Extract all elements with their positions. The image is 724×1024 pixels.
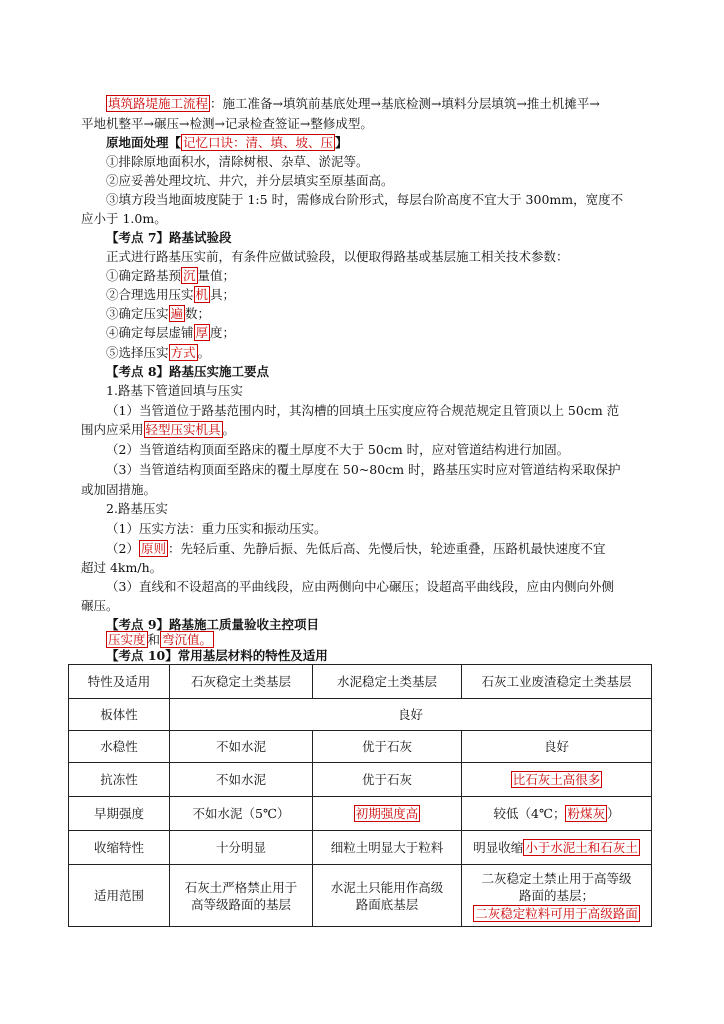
point8-title: 【考点 8】路基压实施工要点	[106, 364, 270, 379]
point7-item-5-post: 。	[197, 345, 211, 360]
row-label: 板体性	[69, 699, 170, 731]
table-cell: 良好	[462, 731, 652, 763]
flow-line-2: 平地机整平→碾压→检测→记录检查签证→整修成型。	[81, 116, 373, 131]
table-cell: 优于石灰	[313, 731, 462, 763]
header-cell: 石灰稳定土类基层	[170, 665, 313, 699]
table-header-row	[69, 665, 652, 699]
point9-title: 【考点 9】路基施工质量验收主控项目	[106, 617, 320, 632]
table-cell: 不如水泥	[170, 731, 313, 763]
shrink-key: 小于水泥土和石灰土	[525, 840, 638, 855]
frost-key: 比石灰土高很多	[512, 772, 601, 787]
point7-item-2	[106, 286, 235, 304]
table-cell: 不如水泥（5℃）	[170, 797, 313, 831]
base-item-2: ②应妥善处理坟坑、井穴，并分层填实至原基面高。	[106, 173, 394, 188]
point7-item-4	[106, 324, 235, 342]
point9-key2: 弯沉值。	[162, 632, 213, 647]
table-cell: 石灰土严格禁止用于高等级路面的基层	[170, 865, 313, 927]
row-label: 收缩特性	[69, 831, 170, 865]
point8-q2-pre: （2）	[106, 541, 139, 556]
table-cell	[462, 797, 652, 831]
point7-item-3-key: 遍	[170, 306, 184, 321]
point7-item-4-pre: ④确定每层虚铺	[106, 325, 194, 340]
row-label: 水稳性	[69, 731, 170, 763]
flow-label-box: 填筑路堤施工流程	[108, 96, 209, 111]
point8-p2: （2）当管道结构顶面至路床的覆土厚度不大于 50cm 时，应对管道结构进行加固。	[106, 442, 570, 457]
base-treatment-heading	[106, 134, 348, 152]
flow-line-1	[106, 95, 600, 113]
table-row	[69, 699, 652, 731]
base-treatment-title: 原地面处理【	[106, 135, 182, 150]
point8-p1-key: 轻型压实机具	[145, 422, 221, 437]
point7-title: 【考点 7】路基试验段	[106, 230, 232, 245]
table-row	[69, 797, 652, 831]
table-cell: 水泥土只能用作高级路面底基层	[313, 865, 462, 927]
base-material-table	[68, 664, 652, 927]
mnemonic-box: 记忆口诀：清、填、坡、压	[183, 135, 334, 150]
point7-item-1-key: 沉	[183, 268, 196, 283]
point8-p1-line2	[81, 421, 235, 439]
header-cell: 特性及适用	[69, 665, 170, 699]
table-cell: 细粒土明显大于粒料	[313, 831, 462, 865]
point8-sub1: 1.路基下管道回填与压实	[106, 383, 243, 398]
point8-p3-line2: 或加固措施。	[81, 482, 157, 497]
use-c3-text: 二灰稳定土禁止用于高等级路面的基层；	[481, 870, 632, 903]
early-strength-key: 初期强度高	[355, 806, 419, 821]
flow-text: ：施工准备→填筑前基底处理→基底检测→填料分层填筑→推土机摊平→	[210, 96, 600, 111]
point7-item-3-pre: ③确定压实	[106, 306, 169, 321]
point7-item-2-key: 机	[195, 287, 209, 302]
table-cell: 良好	[170, 699, 652, 731]
point8-p1-pre: 围内应采用	[81, 422, 144, 437]
point7-item-4-post: 度；	[210, 325, 236, 340]
table-cell: 不如水泥	[170, 763, 313, 797]
point7-item-1-post: 量值；	[197, 268, 236, 283]
point10-title: 【考点 10】常用基层材料的特性及适用	[106, 648, 328, 663]
point8-q2-line1	[106, 540, 605, 558]
table-cell: 优于石灰	[313, 763, 462, 797]
table-row	[69, 763, 652, 797]
point7-item-5	[106, 344, 210, 362]
early-c3-pre: 较低（4℃；	[493, 806, 566, 821]
row-label: 早期强度	[69, 797, 170, 831]
row-label: 抗冻性	[69, 763, 170, 797]
point7-item-1-pre: ①确定路基预	[106, 268, 182, 283]
base-treatment-close: 】	[335, 135, 348, 150]
point8-q2-line2: 超过 4km/h。	[81, 560, 163, 575]
row-label: 适用范围	[69, 865, 170, 927]
point7-item-1	[106, 267, 235, 285]
point8-q2-key: 原则	[140, 541, 166, 556]
table-row	[69, 731, 652, 763]
point7-item-5-pre: ⑤选择压实	[106, 345, 169, 360]
header-cell: 水泥稳定土类基层	[313, 665, 462, 699]
table-cell: 十分明显	[170, 831, 313, 865]
point8-p1-post: 。	[222, 422, 236, 437]
point7-item-3	[106, 305, 210, 323]
table-cell	[313, 797, 462, 831]
point9-key1: 压实度	[108, 632, 146, 647]
flyash-key: 粉煤灰	[567, 806, 605, 821]
point8-q3-line2: 碾压。	[81, 598, 119, 613]
point7-item-2-post: 具；	[210, 287, 236, 302]
table-row	[69, 831, 652, 865]
base-item-1: ①排除原地面积水，清除树根、杂草、淤泥等。	[106, 154, 369, 169]
point7-item-5-key: 方式	[170, 345, 196, 360]
table-cell	[462, 763, 652, 797]
use-c3-key: 二灰稳定粒料可用于高级路面	[475, 905, 638, 921]
shrink-c3-pre: 明显收缩	[473, 840, 524, 855]
base-item-3: ③填方段当地面坡度陡于 1:5 时，需修成台阶形式，每层台阶高度不宜大于 300mm，宽度不	[106, 192, 624, 207]
header-cell: 石灰工业废渣稳定土类基层	[462, 665, 652, 699]
point8-p3-line1: （3）当管道结构顶面至路床的覆土厚度在 50~80cm 时，路基压实时应对管道结构采取保护	[106, 462, 621, 477]
table-cell	[462, 831, 652, 865]
point8-q1: （1）压实方法：重力压实和振动压实。	[106, 521, 327, 536]
point8-sub2: 2.路基压实	[106, 501, 168, 516]
point9-mid: 和	[147, 632, 161, 647]
point7-item-2-pre: ②合理选用压实	[106, 287, 194, 302]
point8-q2-post: ：先轻后重、先静后振、先低后高、先慢后快，轮迹重叠，压路机最快速度不宜	[167, 541, 606, 556]
point7-intro: 正式进行路基压实前，有条件应做试验段，以便取得路基或基层施工相关技术参数：	[106, 249, 569, 264]
early-c3-post: ）	[606, 806, 620, 821]
point7-item-3-post: 数；	[185, 306, 211, 321]
point7-item-4-key: 厚	[195, 325, 209, 340]
base-item-3-cont: 应小于 1.0m。	[81, 211, 167, 226]
point8-p1-line1: （1）当管道位于路基范围内时，其沟槽的回填土压实度应符合规范规定且管顶以上 50cm 范	[106, 403, 620, 418]
point8-q3-line1: （3）直线和不设超高的平曲线段，应由两侧向中心碾压；设超高平曲线段，应由内侧向外侧	[106, 579, 614, 594]
table-row	[69, 865, 652, 927]
table-cell	[462, 865, 652, 927]
